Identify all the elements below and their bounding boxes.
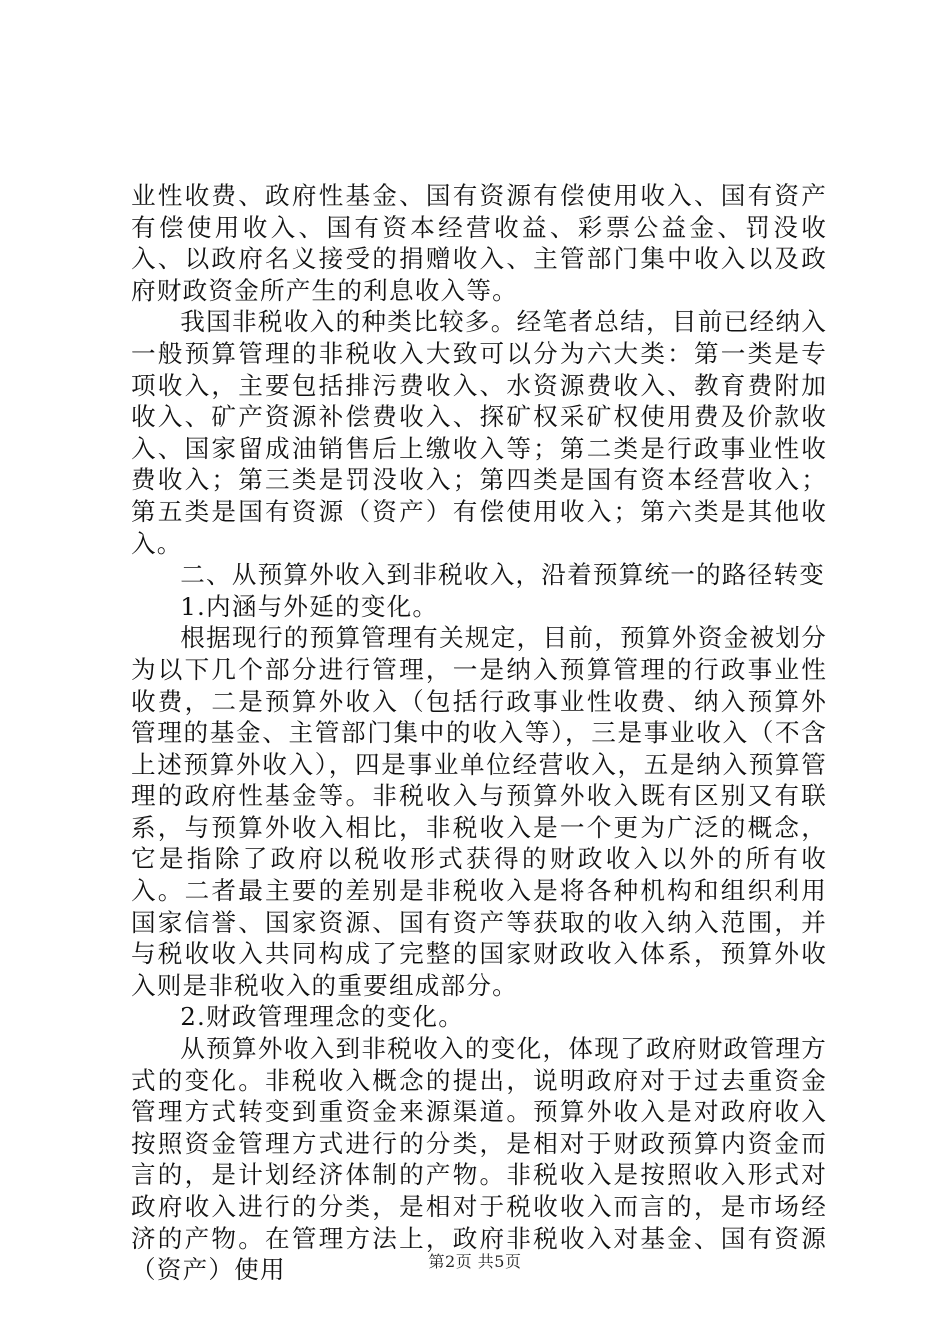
paragraph-continuation: 业性收费、政府性基金、国有资源有偿使用收入、国有资产有偿使用收入、国有资本经营收益、彩票公益金、罚没收入、以政府名义接受的捐赠收入、主管部门集中收入以及政府财政资金所产生的利息收入等。 <box>131 181 827 305</box>
paragraph-nontax-categories: 我国非税收入的种类比较多。经笔者总结，目前已经纳入一般预算管理的非税收入大致可以分为六大类：第一类是专项收入，主要包括排污费收入、水资源费收入、教育费附加收入、矿产资源补偿费收入、探矿权采矿权使用费及价款收入、国家留成油销售后上缴收入等；第二类是行政事业性收费收入；第三类是罚没收入；第四类是国有资本经营收入；第五类是国有资源（资产）有偿使用收入；第六类是其他收入。 <box>131 307 827 558</box>
paragraph-budget-management: 根据现行的预算管理有关规定，目前，预算外资金被划分为以下几个部分进行管理，一是纳入预算管理的行政事业性收费，二是预算外收入（包括行政事业性收费、纳入预算外管理的基金、主管部门集中的收入等），三是事业收入（不含上述预算外收入），四是事业单位经营收入，五是纳入预算管理的政府性基金等。非税收入与预算外收入既有区别又有联系，与预算外收入相比，非税收入是一个更为广泛的概念，它是指除了政府以税收形式获得的财政收入以外的所有收入。二者最主要的差别是非税收入是将各种机构和组织利用国家信誉、国家资源、国有资产等获取的收入纳入范围，并与税收收入共同构成了完整的国家财政收入体系，预算外收入则是非税收入的重要组成部分。 <box>131 623 827 1000</box>
subheading-management-concept: 2.财政管理理念的变化。 <box>180 1002 464 1032</box>
section-heading: 二、从预算外收入到非税收入，沿着预算统一的路径转变 <box>180 560 826 590</box>
page-number: 第2页 共5页 <box>428 1252 522 1271</box>
document-body <box>131 180 827 1286</box>
subheading-connotation: 1.内涵与外延的变化。 <box>180 591 439 621</box>
paragraph-management-change: 从预算外收入到非税收入的变化，体现了政府财政管理方式的变化。非税收入概念的提出，说明政府对于过去重资金管理方式转变到重资金来源渠道。预算外收入是对政府收入按照资金管理方式进行的分类，是相对于财政预算内资金而言的，是计划经济体制的产物。非税收入是按照收入形式对政府收入进行的分类，是相对于税收收入而言的，是市场经济的产物。在管理方法上，政府非税收入对基金、国有资源（资产）使用 <box>131 1034 827 1285</box>
